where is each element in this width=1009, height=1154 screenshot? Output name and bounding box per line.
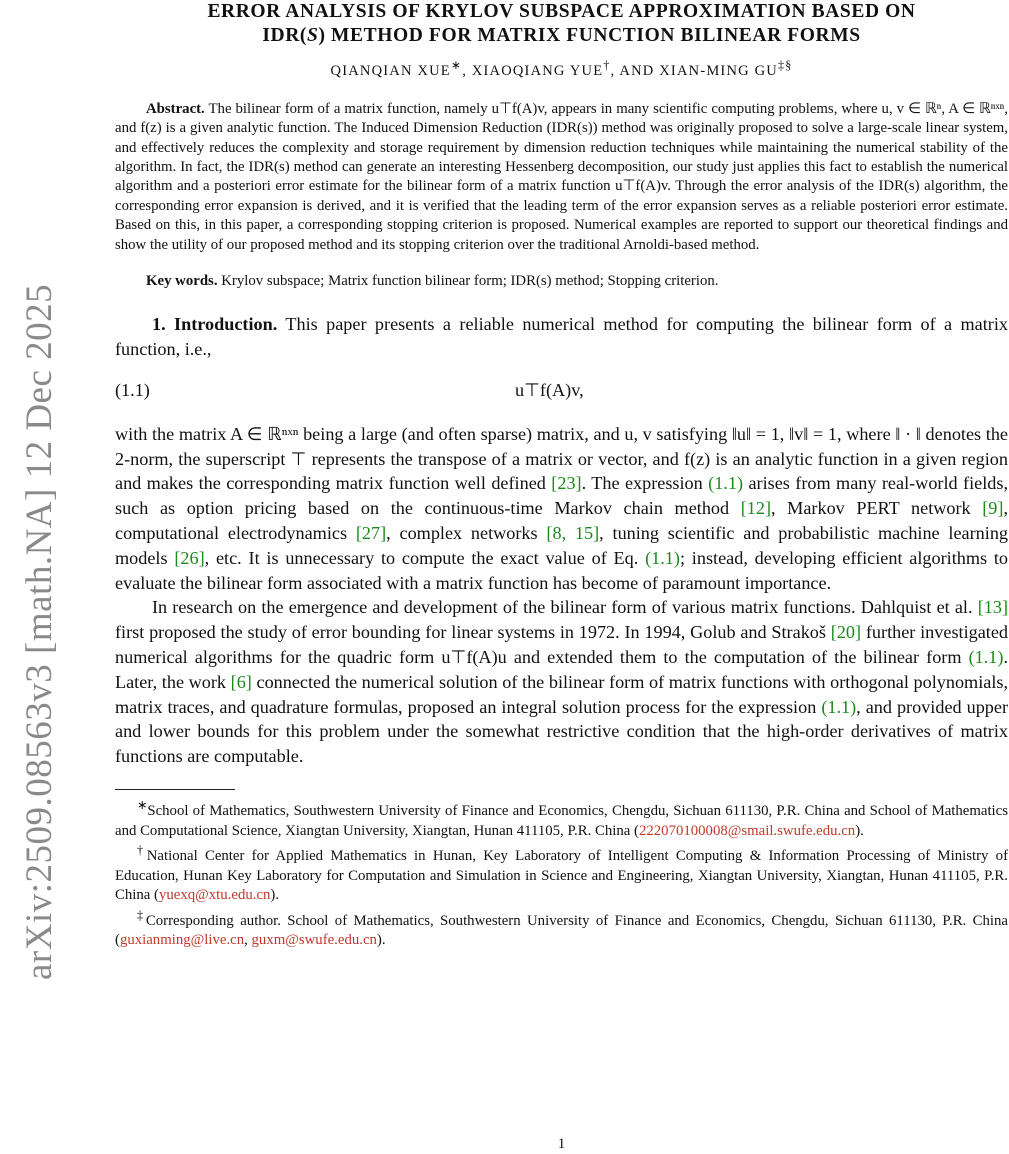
- title-line-1: ERROR ANALYSIS OF KRYLOV SUBSPACE APPROXIMATION BASED ON: [207, 1, 916, 22]
- author-2: XIAOQIANG YUE: [471, 62, 604, 79]
- footnote-text: ,: [244, 932, 252, 949]
- arxiv-identifier: arXiv:2509.08563v3 [math.NA] 12 Dec 2025: [19, 283, 60, 980]
- email-link[interactable]: yuexq@xtu.edu.cn: [158, 887, 271, 904]
- footnote-text: National Center for Applied Mathematics in Hunan, Key Laboratory of Intelligent Computing & Information Processing of Ministry of Education, Hunan Key Laboratory for Computation and Simulation in Science and Engineering, Xiangtan University, Xiangtan, Hunan 411105, P.R. China (: [115, 848, 1009, 904]
- section-title: Introduction.: [174, 314, 278, 335]
- para-text: , computational electrodynamics: [115, 498, 1008, 544]
- citation-23[interactable]: [23]: [551, 473, 582, 494]
- paragraph-1: [115, 422, 1008, 596]
- citation-20[interactable]: [20]: [830, 622, 862, 643]
- footnote-mark: †: [137, 843, 147, 858]
- equation-ref[interactable]: (1.1): [708, 473, 744, 494]
- para-text: , tuning scientific and probabilistic machine learning models: [115, 523, 1009, 568]
- para-text: , complex networks: [386, 523, 538, 544]
- author-3: AND XIAN-MING GU: [619, 62, 778, 79]
- footnotes: [115, 796, 1008, 951]
- citation-6[interactable]: [6]: [230, 671, 252, 692]
- author-1: QIANQIAN XUE: [330, 62, 451, 79]
- equation-label: (1.1): [115, 379, 150, 400]
- abstract-label: Abstract.: [146, 100, 205, 117]
- title-line-2: [115, 24, 1008, 48]
- citation-27[interactable]: [27]: [355, 523, 387, 544]
- email-link[interactable]: guxm@swufe.edu.cn: [251, 932, 377, 949]
- author-1-mark: ∗: [450, 58, 463, 72]
- paper-title: [115, 0, 1008, 48]
- equation-ref[interactable]: (1.1): [821, 696, 857, 717]
- para-text: connected the numerical solution of the bilinear form of matrix functions with orthogonal polynomials, matrix traces, and quadrature formulas, proposed an integral solution process for the expression: [115, 671, 1009, 717]
- para-text: , and provided upper and lower bounds for this problem under the somewhat restrictive condition that the high-order derivatives of matrix functions are computable.: [115, 696, 1009, 767]
- citation-8-15[interactable]: [8, 15]: [546, 523, 600, 544]
- para-text: . The expression: [581, 473, 703, 494]
- footnote-text: Corresponding author. School of Mathematics, Southwestern University of Finance and Economics, Chengdu, Sichuan 611130, P.R. China (: [115, 912, 1009, 949]
- equation-1-1: [115, 380, 1008, 408]
- para-text: , Markov PERT network: [771, 498, 971, 519]
- footnote-mark: ‡: [137, 907, 146, 922]
- title-part: IDR(: [262, 25, 307, 46]
- author-3-mark: ‡§: [777, 58, 793, 72]
- footnote-divider: [115, 789, 235, 790]
- page-number: 1: [557, 1136, 566, 1152]
- paragraph-2: [115, 595, 1008, 769]
- keywords-text: Krylov subspace; Matrix function bilinear form; IDR(s) method; Stopping criterion.: [221, 273, 719, 290]
- section-1-intro: [115, 312, 1008, 362]
- author-list: QIANQIAN XUE∗, XIAOQIANG YUE†, AND XIAN-MING GU‡§: [330, 58, 793, 79]
- title-part: ) METHOD FOR MATRIX FUNCTION BILINEAR FORMS: [318, 25, 861, 46]
- para-text: with the matrix A ∈ ℝⁿˣⁿ being a large (and often sparse) matrix, and u, v satisfying ‖u‖ = 1, ‖v‖ = 1, where ‖ · ‖ denotes the 2-norm, the superscript ⊤ represents the transpose of a matrix or vector, and f(z) is an analytic function in a given region and makes the corresponding matrix function well defined: [115, 423, 1008, 494]
- footnote-1: [115, 796, 1008, 841]
- keywords: [115, 273, 1008, 290]
- equation-ref[interactable]: (1.1): [645, 547, 680, 568]
- para-text: arises from many real-world fields, such as option pricing based on the continuous-time Markov chain method: [115, 473, 1008, 519]
- author-2-mark: †: [603, 58, 611, 72]
- paper-page: [115, 0, 1009, 1152]
- footnote-text: ).: [855, 822, 864, 839]
- abstract: [115, 100, 1008, 255]
- title-italic-s: S: [307, 25, 319, 46]
- footnote-3: [115, 906, 1008, 951]
- footnote-mark: ∗: [137, 798, 148, 813]
- citation-12[interactable]: [12]: [740, 498, 772, 519]
- section-number: 1.: [152, 314, 166, 335]
- equation-ref[interactable]: (1.1): [968, 647, 1004, 668]
- footnote-text: ).: [270, 887, 280, 904]
- equation-body: u⊤f(A)v,: [515, 379, 584, 400]
- email-link[interactable]: guxianming@live.cn: [119, 932, 245, 949]
- footnote-text: School of Mathematics, Southwestern University of Finance and Economics, Chengdu, Sichuan 611130, P.R. China and School of Mathematics and Computational Science, Xiangtan University, Xiangtan, Hunan 411105, P.R. China (: [115, 802, 1008, 839]
- footnote-2: [115, 841, 1008, 906]
- footnote-text: ).: [376, 932, 386, 949]
- keywords-label: Key words.: [146, 273, 218, 290]
- para-text: further investigated numerical algorithms for the quadric form u⊤f(A)u and extended them to the computation of the bilinear form: [115, 622, 1009, 668]
- citation-9[interactable]: [9]: [982, 498, 1004, 519]
- arxiv-sidebar: [0, 0, 60, 1154]
- citation-26[interactable]: [26]: [174, 547, 205, 568]
- para-text: ; instead, developing efficient algorithms to evaluate the bilinear form associated with a matrix function has become of paramount importance.: [115, 547, 1009, 593]
- citation-13[interactable]: [13]: [977, 597, 1009, 618]
- para-text: In research on the emergence and development of the bilinear form of various matrix functions. Dahlquist et al.: [152, 597, 973, 618]
- abstract-text: The bilinear form of a matrix function, namely u⊤f(A)v, appears in many scientific computing problems, where u, v ∈ ℝⁿ, A ∈ ℝⁿˣⁿ, and f(z) is a given analytic function. The Induced Dimension Reduction (IDR(s)) method was originally proposed to solve a large-scale linear system, and effectively reduces the complexity and storage requirement by dimension reduction techniques while maintaining the numerical stability of the algorithm. In fact, the IDR(s) method can generate an interesting Hessenberg decomposition, our study just applies this fact to establish the numerical algorithm and a posteriori error estimate for the bilinear form of a matrix function u⊤f(A)v. Through the error analysis of the IDR(s) algorithm, the corresponding error expansion is derived, and it is verified that the leading term of the error expansion serves as a reliable posteriori error estimate. Based on this, in this paper, a corresponding stopping criterion is proposed. Numerical examples are reported to support our theoretical findings and show the utility of our proposed method and its stopping criterion over the traditional Arnoldi-based method.: [115, 100, 1009, 253]
- email-link[interactable]: 222070100008@smail.swufe.edu.cn: [638, 822, 856, 839]
- intro-sentence: This paper presents a reliable numerical method for computing the bilinear form of a matrix function, i.e.,: [115, 314, 1009, 359]
- para-text: first proposed the study of error bounding for linear systems in 1972. In 1994, Golub and Strakoš: [115, 622, 826, 643]
- para-text: , etc. It is unnecessary to compute the exact value of Eq.: [204, 547, 639, 568]
- para-text: . Later, the work: [115, 647, 1008, 692]
